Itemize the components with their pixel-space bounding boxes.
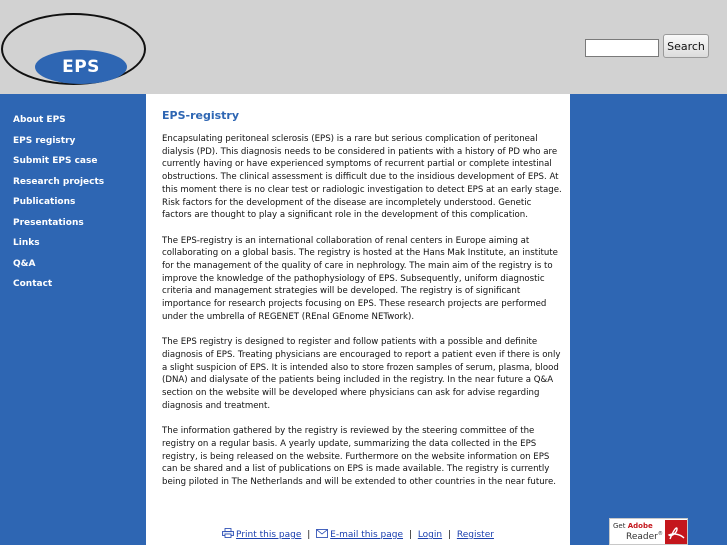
main-content xyxy=(146,94,570,545)
adobe-reader-icon xyxy=(665,520,688,545)
footer-links xyxy=(146,528,570,541)
sidebar-item-contact[interactable]: Contact xyxy=(13,279,53,289)
sidebar-item-publications[interactable]: Publications xyxy=(13,197,76,207)
register-link[interactable]: Register xyxy=(456,530,494,540)
search-button[interactable]: Search xyxy=(663,34,709,58)
paragraph-intro: Encapsulating peritoneal sclerosis (EPS) is a rare but serious complication of peritoneal dialysis (PD). This diagnosis needs to be considered in patients with a history of PD who are currently having or have experienced symptoms of recurrent partial or complete intestinal obstructions. The clinical assessment is difficult due to the insidious development of EPS. At this moment there is no clear test or radiologic investigation to detect EPS at an early stage. Risk factors for the development of the disease are incompletely understood. Genetic factors are thought to play a significant role in the development of this complication. xyxy=(162,134,562,221)
sidebar-item-submit-eps-case[interactable]: Submit EPS case xyxy=(13,156,98,166)
header xyxy=(0,0,727,94)
sidebar-item-links[interactable]: Links xyxy=(13,238,40,248)
footer-separator: | xyxy=(408,530,412,540)
eps-logo[interactable]: EPS xyxy=(35,50,127,84)
search-input[interactable] xyxy=(585,39,659,57)
right-panel xyxy=(570,94,727,545)
footer-separator: | xyxy=(447,530,452,540)
adobe-reader-text: Reader® xyxy=(626,531,663,542)
sidebar-item-qa[interactable]: Q&A xyxy=(13,258,36,269)
paragraph-registry: The EPS-registry is an international collaboration of renal centers in Europe aiming at collaborating on a global basis. The registry is hosted at the Hans Mak Institute, an institute for the management of the quality of care in nephrology. The main aim of the registry is to improve the knowledge of the pathophysiology of EPS. Subsequently, uniform diagnostic criteria and management strategies will be developed. The registry is of significant importance for research projects focusing on EPS. These research projects are performed under the umbrella of REGENET (REnal GEnome NETwork). xyxy=(162,235,558,322)
printer-icon xyxy=(222,528,234,541)
email-page-link[interactable]: E-mail this page xyxy=(330,530,404,540)
login-link[interactable]: Login xyxy=(417,530,443,540)
sidebar xyxy=(0,94,146,545)
sidebar-item-research-projects[interactable]: Research projects xyxy=(13,176,105,187)
paragraph-design: The EPS registry is designed to register and follow patients with a possible and definite diagnosis of EPS. Treating physicians are encouraged to report a patient even if there is only a slight suspicion of EPS. It is intended also to store frozen samples of serum, plasma, blood (DNA) and dialysate of the patients being included in the registry. In the near future a Q&A section on the website will be developed where physicians can ask for advise regarding diagnosis and treatment. xyxy=(162,337,561,411)
sidebar-item-eps-registry[interactable]: EPS registry xyxy=(13,135,76,146)
print-page-link[interactable]: Print this page xyxy=(236,530,302,540)
adobe-get-text: Get Adobe xyxy=(613,522,653,530)
page-title: EPS-registry xyxy=(162,109,239,122)
envelope-icon xyxy=(316,529,328,541)
paragraph-information: The information gathered by the registry is reviewed by the steering committee of the registry on a regular basis. A yearly update, summarizing the data collected in the EPS registry, is being released on the website. Furthermore on the website information on EPS can be shared and a list of publications on EPS is made available. The registry is currently being piloted in The Netherlands and will be extended to other countries in the near future. xyxy=(162,426,557,487)
get-adobe-reader-badge[interactable] xyxy=(609,518,688,545)
article-body xyxy=(162,133,562,501)
sidebar-item-presentations[interactable]: Presentations xyxy=(13,217,84,228)
sidebar-nav xyxy=(0,94,146,299)
sidebar-item-about-eps[interactable]: About EPS xyxy=(13,115,66,125)
footer-separator: | xyxy=(307,530,311,540)
